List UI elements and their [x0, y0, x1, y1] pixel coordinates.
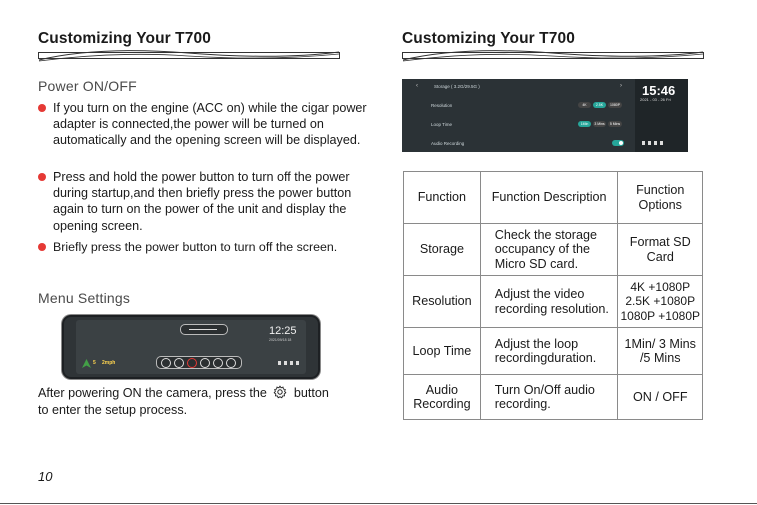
loop-option-5mins[interactable]: 5 Mins — [609, 122, 621, 126]
after-powering-line-2: to enter the setup process. — [38, 403, 188, 417]
power-bullet-3: Briefly press the power button to turn off the screen. — [38, 239, 368, 255]
device-time: 12:25 — [269, 325, 297, 337]
device-date: 2021/09/18 18 — [269, 338, 292, 342]
table-row: Storage Check the storage occupancy of the Micro SD card. Format SD Card — [404, 224, 703, 276]
header-function: Function — [404, 172, 481, 224]
lock-icon — [226, 358, 236, 368]
resolution-label: Resolution — [431, 103, 453, 108]
header-options: Function Options — [618, 172, 703, 224]
loop-time-label: Loop Time — [431, 122, 453, 127]
left-title-banner — [38, 48, 340, 62]
screen-status-icons — [642, 141, 668, 146]
screen-time: 15:46 — [642, 83, 676, 98]
mute-icon — [200, 358, 210, 368]
power-bullet-2: Press and hold the power button to turn off the power during startup,and then briefly press the power button again to turn on the power of the unit and display the opening screen. — [38, 169, 363, 234]
gear-icon — [273, 385, 287, 399]
dashcam-device-illustration — [62, 315, 320, 379]
loop-option-1min[interactable]: 1Min — [578, 121, 591, 127]
left-page-title: Customizing Your T700 — [38, 30, 211, 47]
table-row: Audio Recording Turn On/Off audio recording. ON / OFF — [404, 375, 703, 420]
menu-slider-chip — [180, 324, 228, 335]
speed-unit: 2mph — [102, 360, 116, 366]
back-arrow-icon[interactable]: ‹ — [416, 83, 418, 89]
header-description: Function Description — [480, 172, 618, 224]
table-row: Resolution Adjust the video recording resolution. 4K +1080P 2.5K +1080P 1080P +1080P — [404, 276, 703, 328]
resolution-option-1080p[interactable]: 1080P — [609, 103, 621, 107]
camera-icon — [213, 358, 223, 368]
setup-screen — [402, 79, 688, 152]
page-number: 10 — [38, 469, 53, 484]
page-bottom-rule — [0, 503, 757, 504]
table-row: Loop Time Adjust the loop recordingduration. 1Min/ 3 Mins /5 Mins — [404, 328, 703, 375]
resolution-option-4k[interactable]: 4K — [578, 102, 591, 108]
menu-heading: Menu Settings — [38, 290, 131, 306]
bullet-dot — [38, 243, 46, 251]
power-heading: Power ON/OFF — [38, 78, 137, 94]
audio-recording-label: Audio Recording — [431, 141, 465, 146]
device-icon-bar — [156, 356, 242, 369]
storage-label[interactable]: Storage ( 3.2G/29.5G ) — [434, 84, 480, 89]
settings-icon — [161, 358, 171, 368]
function-table — [403, 171, 703, 420]
screen-date: 2021 - 03 - 26 Fri — [640, 97, 671, 102]
right-page-title: Customizing Your T700 — [402, 30, 575, 47]
audio-recording-toggle[interactable] — [612, 140, 624, 146]
playback-icon — [174, 358, 184, 368]
after-powering-line-1: After powering ON the camera, press the button — [38, 386, 329, 400]
navigation-arrow-icon — [82, 359, 91, 368]
bullet-dot — [38, 104, 46, 112]
table-header-row — [404, 172, 703, 224]
speed-value: 5 — [93, 360, 96, 366]
loop-option-3mins[interactable]: 3 Mins — [594, 122, 605, 126]
device-screen — [76, 320, 306, 374]
status-icons — [278, 361, 304, 365]
right-title-banner — [402, 48, 704, 62]
bullet-dot — [38, 173, 46, 181]
forward-arrow-icon[interactable]: › — [620, 83, 622, 89]
power-bullet-1: If you turn on the engine (ACC on) while the cigar power adapter is connected,the power will be turned on automatically and the opening screen will be displayed. — [38, 100, 368, 149]
record-icon — [187, 358, 197, 368]
resolution-option-2-5k[interactable]: 2.5K — [593, 102, 606, 108]
